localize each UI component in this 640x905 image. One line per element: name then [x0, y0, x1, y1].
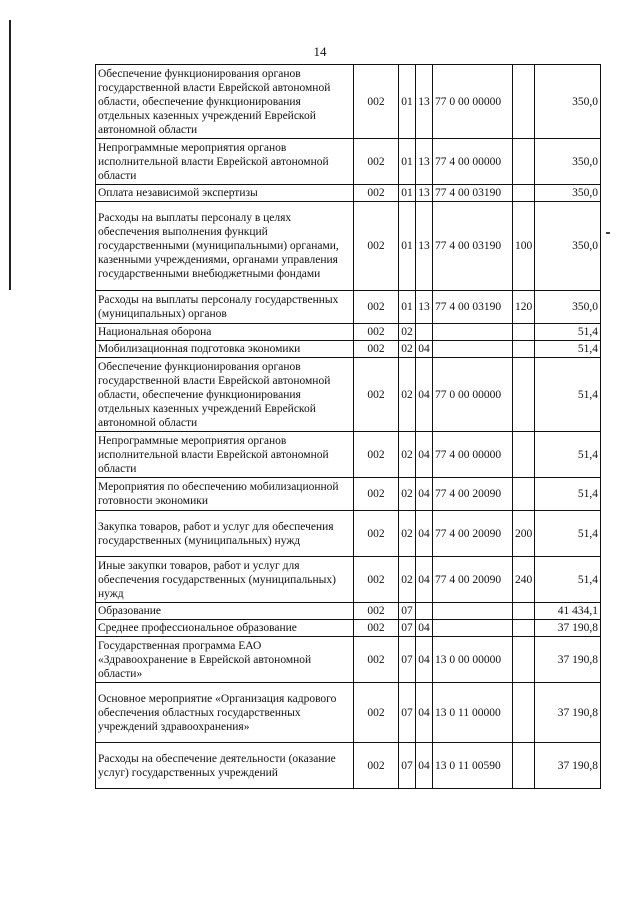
table-row [96, 341, 601, 358]
row-amount: 37 190,8 [535, 683, 601, 743]
row-grbs: 002 [354, 557, 399, 603]
table-row [96, 637, 601, 683]
row-vr [513, 620, 535, 637]
table-row [96, 432, 601, 478]
row-vr [513, 185, 535, 202]
row-grbs: 002 [354, 202, 399, 291]
row-csr: 77 4 00 00000 [433, 139, 513, 185]
table-row [96, 185, 601, 202]
row-rz: 07 [399, 743, 416, 789]
row-vr [513, 139, 535, 185]
row-amount: 350,0 [535, 185, 601, 202]
row-grbs: 002 [354, 185, 399, 202]
row-amount: 51,4 [535, 324, 601, 341]
row-grbs: 002 [354, 478, 399, 511]
row-grbs: 002 [354, 341, 399, 358]
table-row [96, 324, 601, 341]
row-pr: 13 [416, 202, 433, 291]
row-name: Образование [96, 603, 354, 620]
row-csr: 77 4 00 20090 [433, 511, 513, 557]
row-vr: 100 [513, 202, 535, 291]
row-name: Расходы на выплаты персоналу государственных (муниципальных) органов [96, 291, 354, 324]
row-rz: 02 [399, 557, 416, 603]
row-pr: 04 [416, 743, 433, 789]
row-vr: 240 [513, 557, 535, 603]
row-csr: 77 4 00 03190 [433, 185, 513, 202]
table-row [96, 358, 601, 432]
row-csr [433, 603, 513, 620]
row-csr: 77 4 00 03190 [433, 202, 513, 291]
left-margin-line [9, 20, 11, 290]
row-csr [433, 324, 513, 341]
row-rz: 02 [399, 324, 416, 341]
table-row [96, 478, 601, 511]
row-pr [416, 324, 433, 341]
row-name: Иные закупки товаров, работ и услуг для обеспечения государственных (муниципальных) нужд [96, 557, 354, 603]
page-number: 14 [313, 44, 327, 59]
row-name: Закупка товаров, работ и услуг для обеспечения государственных (муниципальных) нужд [96, 511, 354, 557]
row-pr: 04 [416, 637, 433, 683]
row-grbs: 002 [354, 683, 399, 743]
row-amount: 51,4 [535, 432, 601, 478]
row-vr [513, 341, 535, 358]
table-row [96, 511, 601, 557]
row-vr [513, 358, 535, 432]
row-vr [513, 743, 535, 789]
row-name: Оплата независимой экспертизы [96, 185, 354, 202]
row-amount: 51,4 [535, 511, 601, 557]
row-grbs: 002 [354, 432, 399, 478]
table-row [96, 743, 601, 789]
row-name: Непрограммные мероприятия органов исполнительной власти Еврейской автономной области [96, 432, 354, 478]
row-pr: 13 [416, 139, 433, 185]
row-pr: 13 [416, 291, 433, 324]
row-pr: 04 [416, 432, 433, 478]
row-csr: 77 4 00 20090 [433, 478, 513, 511]
row-rz: 02 [399, 511, 416, 557]
table-row [96, 620, 601, 637]
row-amount: 350,0 [535, 202, 601, 291]
row-rz: 02 [399, 478, 416, 511]
row-pr: 04 [416, 557, 433, 603]
row-rz: 02 [399, 341, 416, 358]
row-pr: 04 [416, 683, 433, 743]
row-amount: 37 190,8 [535, 620, 601, 637]
row-amount: 37 190,8 [535, 637, 601, 683]
row-csr [433, 341, 513, 358]
row-rz: 02 [399, 358, 416, 432]
row-amount: 350,0 [535, 291, 601, 324]
row-vr [513, 65, 535, 139]
row-grbs: 002 [354, 743, 399, 789]
table-row [96, 603, 601, 620]
row-csr [433, 620, 513, 637]
row-csr: 13 0 00 00000 [433, 637, 513, 683]
row-name: Обеспечение функционирования органов государственной власти Еврейской автономной области, обеспечение функционирования отдельных казенных учреждений Еврейской автономной области [96, 358, 354, 432]
row-pr [416, 603, 433, 620]
row-vr [513, 478, 535, 511]
row-grbs: 002 [354, 358, 399, 432]
row-rz: 07 [399, 683, 416, 743]
row-name: Непрограммные мероприятия органов исполнительной власти Еврейской автономной области [96, 139, 354, 185]
row-csr: 77 4 00 03190 [433, 291, 513, 324]
row-vr: 120 [513, 291, 535, 324]
row-name: Национальная оборона [96, 324, 354, 341]
row-name: Государственная программа ЕАО «Здравоохранение в Еврейской автономной области» [96, 637, 354, 683]
row-name: Среднее профессиональное образование [96, 620, 354, 637]
row-rz: 07 [399, 637, 416, 683]
row-pr: 13 [416, 185, 433, 202]
row-csr: 77 0 00 00000 [433, 65, 513, 139]
table-row [96, 65, 601, 139]
row-csr: 77 0 00 00000 [433, 358, 513, 432]
row-csr: 77 4 00 00000 [433, 432, 513, 478]
row-amount: 41 434,1 [535, 603, 601, 620]
margin-mark [606, 232, 610, 234]
row-amount: 51,4 [535, 557, 601, 603]
row-grbs: 002 [354, 511, 399, 557]
row-amount: 350,0 [535, 139, 601, 185]
row-vr [513, 432, 535, 478]
row-vr [513, 603, 535, 620]
row-name: Расходы на обеспечение деятельности (оказание услуг) государственных учреждений [96, 743, 354, 789]
row-grbs: 002 [354, 603, 399, 620]
row-pr: 13 [416, 65, 433, 139]
row-vr [513, 637, 535, 683]
row-vr: 200 [513, 511, 535, 557]
row-grbs: 002 [354, 139, 399, 185]
row-vr [513, 683, 535, 743]
row-grbs: 002 [354, 620, 399, 637]
row-rz: 07 [399, 603, 416, 620]
table-row [96, 202, 601, 291]
table-row [96, 291, 601, 324]
row-rz: 01 [399, 65, 416, 139]
row-rz: 01 [399, 185, 416, 202]
row-grbs: 002 [354, 324, 399, 341]
row-pr: 04 [416, 358, 433, 432]
row-amount: 51,4 [535, 341, 601, 358]
row-rz: 02 [399, 432, 416, 478]
row-name: Расходы на выплаты персоналу в целях обеспечения выполнения функций государственными (муниципальными) органами, казенными учреждениями, органами управления государственными внебюджетными фондами [96, 202, 354, 291]
row-pr: 04 [416, 478, 433, 511]
row-pr: 04 [416, 620, 433, 637]
table-row [96, 683, 601, 743]
row-name: Основное мероприятие «Организация кадрового обеспечения областных государственных учреждений здравоохранения» [96, 683, 354, 743]
budget-table [95, 64, 601, 789]
row-rz: 07 [399, 620, 416, 637]
row-grbs: 002 [354, 291, 399, 324]
row-csr: 13 0 11 00000 [433, 683, 513, 743]
row-pr: 04 [416, 341, 433, 358]
row-amount: 51,4 [535, 358, 601, 432]
row-csr: 13 0 11 00590 [433, 743, 513, 789]
row-pr: 04 [416, 511, 433, 557]
row-grbs: 002 [354, 65, 399, 139]
row-name: Обеспечение функционирования органов государственной власти Еврейской автономной области, обеспечение функционирования отдельных казенных учреждений Еврейской автономной области [96, 65, 354, 139]
row-grbs: 002 [354, 637, 399, 683]
row-amount: 350,0 [535, 65, 601, 139]
row-rz: 01 [399, 291, 416, 324]
row-name: Мероприятия по обеспечению мобилизационной готовности экономики [96, 478, 354, 511]
row-rz: 01 [399, 139, 416, 185]
row-csr: 77 4 00 20090 [433, 557, 513, 603]
row-amount: 37 190,8 [535, 743, 601, 789]
row-amount: 51,4 [535, 478, 601, 511]
row-vr [513, 324, 535, 341]
table-row [96, 139, 601, 185]
row-name: Мобилизационная подготовка экономики [96, 341, 354, 358]
table-row [96, 557, 601, 603]
row-rz: 01 [399, 202, 416, 291]
